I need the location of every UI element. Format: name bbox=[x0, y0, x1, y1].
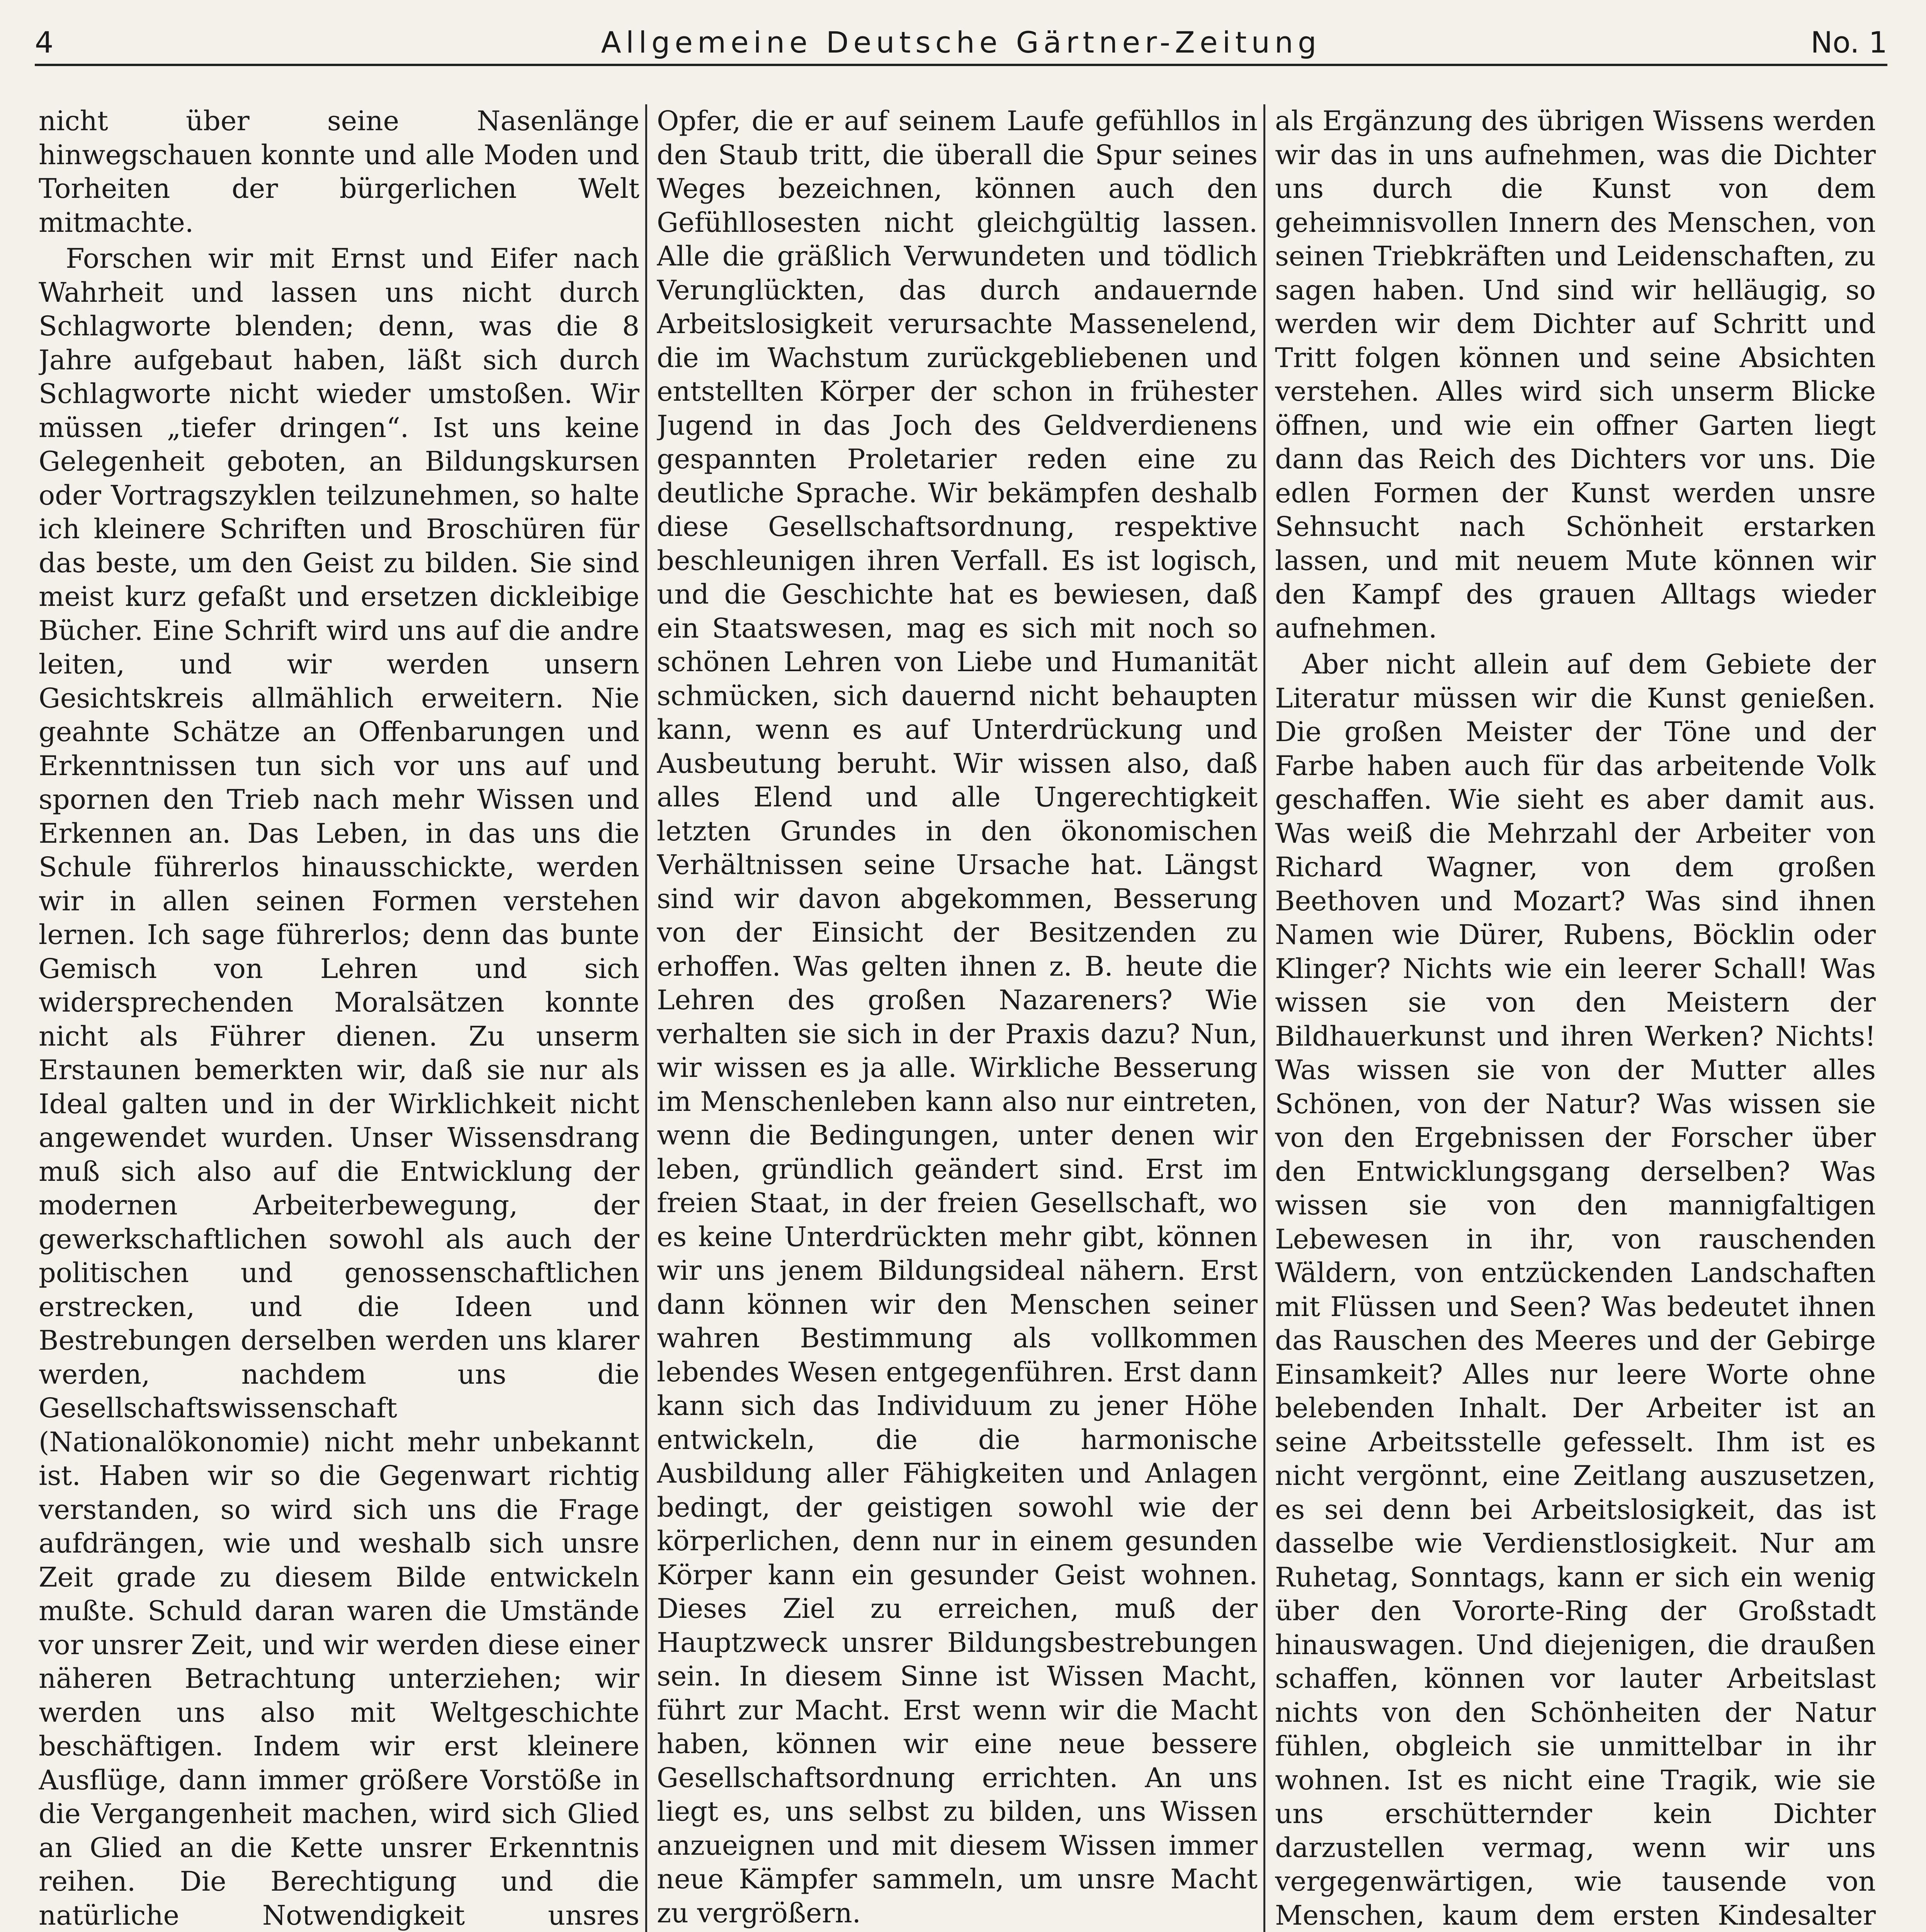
paragraph: Forschen wir mit Ernst und Eifer nach Wahrheit und lassen uns nicht durch Schlagworte blenden; denn, was die 8 Jahre aufgebaut haben, läßt sich durch Schlagworte nicht wieder umstoßen. Wir müssen „tiefer dringen“. Ist uns keine Gelegenheit geboten, an Bildungskursen oder Vortragszyklen teilzunehmen, so halte ich kleinere Schriften und Broschüren für das beste, um den Geist zu bilden. Sie sind meist kurz gefaßt und ersetzen dickleibige Bücher. Eine Schrift wird uns auf die andre leiten, und wir werden unsern Gesichtskreis allmählich erweitern. Nie geahnte Schätze an Offenbarungen und Erkenntnissen tun sich vor uns auf und spornen den Trieb nach mehr Wissen und Erkennen an. Das Leben, in das uns die Schule führerlos hinausschickte, werden wir in allen seinen Formen verstehen lernen. Ich sage führerlos; denn das bunte Gemisch von Lehren und sich widersprechenden Moralsätzen konnte nicht als Führer dienen. Zu unserm Erstaunen bemerkten wir, daß sie nur als Ideal galten und in der Wirklichkeit nicht angewendet wurden. Unser Wissensdrang muß sich also auf die Entwicklung der modernen Arbeiterbewegung, der gewerkschaftlichen sowohl als auch der politischen und genossenschaftlichen erstrecken, und die Ideen und Bestrebungen derselben werden uns klarer werden, nachdem uns die Gesellschaftswissenschaft (Nationalökonomie) nicht mehr unbekannt ist. Haben wir so die Gegenwart richtig verstanden, so wird sich uns die Frage aufdrängen, wie und weshalb sich unsre Zeit grade zu diesem Bilde entwickeln mußte. Schuld daran waren die Umstände vor unsrer Zeit, und wir werden diese einer näheren Betrachtung unterziehen; wir werden uns also mit Weltgeschichte beschäftigen. Indem wir erst kleinere Ausflüge, dann immer größere Vorstöße in die Vergangenheit machen, wird sich Glied an Glied an die Kette unsrer Erkenntnis reihen. Die Berechtigung und die natürliche Notwendigkeit unsres bbox=[39, 243, 639, 1931]
paragraph: Aber nicht allein auf dem Gebiete der Literatur müssen wir die Kunst genießen. Die großen Meister der Töne und der Farbe haben auch für das arbeitende Volk geschaffen. Wie sieht es aber damit aus. Was weiß die Mehrzahl der Arbeiter von Richard Wagner, von dem großen Beethoven und Mozart? Was sind ihnen Namen wie Dürer, Rubens, Böcklin oder Klinger? Nichts wie ein leerer Schall! Was wissen sie von den Meistern der Bildhauerkunst und ihren Werken? Nichts! Was wissen sie von der Mutter alles Schönen, von der Natur? Was wissen sie von den Ergebnissen der Forscher über den Entwicklungsgang derselben? Was wissen sie von den mannigfaltigen Lebewesen in ihr, von rauschenden Wäldern, von entzückenden Landschaften mit Flüssen und Seen? Was bedeutet ihnen das Rauschen des Meeres und der Gebirge Einsamkeit? Alles nur leere Worte ohne belebenden Inhalt. Der Arbeiter ist an seine Arbeitsstelle gefesselt. Ihm ist es nicht vergönnt, eine Zeitlang auszusetzen, es sei denn bei Arbeitslosigkeit, das ist dasselbe wie Verdienstlosigkeit. Nur am Ruhetag, Sonntags, kann er sich ein wenig über den Vororte-Ring der Großstadt hinauswagen. Und diejenigen, die draußen schaffen, können vor lauter Arbeitslast nichts von den Schönheiten der Natur fühlen, obgleich sie unmittelbar in ihr wohnen. Ist es nicht eine Tragik, wie sie uns erschütternder kein Dichter darzustellen vermag, wenn wir uns vergegenwärtigen, wie tausende von Menschen, kaum dem ersten Kindesalter bbox=[1275, 648, 1876, 1931]
page-header bbox=[35, 21, 1887, 66]
paragraph: als Ergänzung des übrigen Wissens werden wir das in uns aufnehmen, was die Dichter uns durch die Kunst von dem geheimnisvollen Innern des Menschen, von seinen Triebkräften und Leidenschaften, zu sagen haben. Und sind wir helläugig, so werden wir dem Dichter auf Schritt und Tritt folgen können und seine Absichten verstehen. Alles wird sich unserm Blicke öffnen, und wie ein offner Garten liegt dann das Reich des Dichters vor uns. Die edlen Formen der Kunst werden unsre Sehnsucht nach Schönheit erstarken lassen, und mit neuem Mute können wir den Kampf des grauen Alltags wieder aufnehmen. bbox=[1275, 105, 1876, 644]
issue-number: No. 1 bbox=[1810, 25, 1887, 60]
paragraph: nicht über seine Nasenlänge hinwegschauen konnte und alle Moden und Torheiten der bürgerlichen Welt mitmachte. bbox=[39, 105, 639, 238]
page-number: 4 bbox=[35, 25, 54, 60]
column-divider bbox=[1263, 104, 1265, 1932]
article-column-3 bbox=[1275, 104, 1876, 1932]
paragraph: Opfer, die er auf seinem Laufe gefühllos in den Staub tritt, die überall die Spur seines Weges bezeichnen, können auch den Gefühllosesten nicht gleichgültig lassen. Alle die gräßlich Verwundeten und tödlich Verunglückten, das durch andauernde Arbeitslosigkeit verursachte Massenelend, die im Wachstum zurückgebliebenen und entstellten Körper der schon in frühester Jugend in das Joch des Geldverdienens gespannten Proletarier reden eine zu deutliche Sprache. Wir bekämpfen deshalb diese Gesellschaftsordnung, respektive beschleunigen ihren Verfall. Es ist logisch, und die Geschichte hat es bewiesen, daß ein Staatswesen, mag es sich mit noch so schönen Lehren von Liebe und Humanität schmücken, sich dauernd nicht behaupten kann, wenn es auf Unterdrückung und Ausbeutung beruht. Wir wissen also, daß alles Elend und alle Ungerechtigkeit letzten Grundes in den ökonomischen Verhältnissen seine Ursache hat. Längst sind wir davon abgekommen, Besserung von der Einsicht der Besitzenden zu erhoffen. Was gelten ihnen z. B. heute die Lehren des großen Nazareners? Wie verhalten sie sich in der Praxis dazu? Nun, wir wissen es ja alle. Wirkliche Besserung im Menschenleben kann also nur eintreten, wenn die Bedingungen, unter denen wir leben, gründlich geändert sind. Erst im freien Staat, in der freien Gesellschaft, wo es keine Unterdrückten mehr gibt, können wir uns jenem Bildungsideal nähern. Erst dann können wir den Menschen seiner wahren Bestimmung als vollkommen lebendes Wesen entgegenführen. Erst dann kann sich das Individuum zu jener Höhe entwickeln, die die harmonische Ausbildung aller Fähigkeiten und Anlagen bedingt, der geistigen sowohl wie der körperlichen, denn nur in einem gesunden Körper kann ein gesunder Geist wohnen. Dieses Ziel zu erreichen, muß der Hauptzweck unsrer Bildungsbestrebungen sein. In diesem Sinne ist Wissen Macht, führt zur Macht. Erst wenn wir die Macht haben, können wir eine neue bessere Gesellschaftsordnung errichten. An uns liegt es, uns selbst zu bilden, uns Wissen anzueignen und mit diesem Wissen immer neue Kämpfer sammeln, um unsre Macht zu vergrößern. bbox=[657, 105, 1258, 1929]
column-divider bbox=[645, 104, 647, 1932]
article-column-2 bbox=[657, 104, 1258, 1932]
newspaper-title: Allgemeine Deutsche Gärtner-Zeitung bbox=[601, 25, 1321, 60]
article-column-1 bbox=[39, 104, 639, 1932]
